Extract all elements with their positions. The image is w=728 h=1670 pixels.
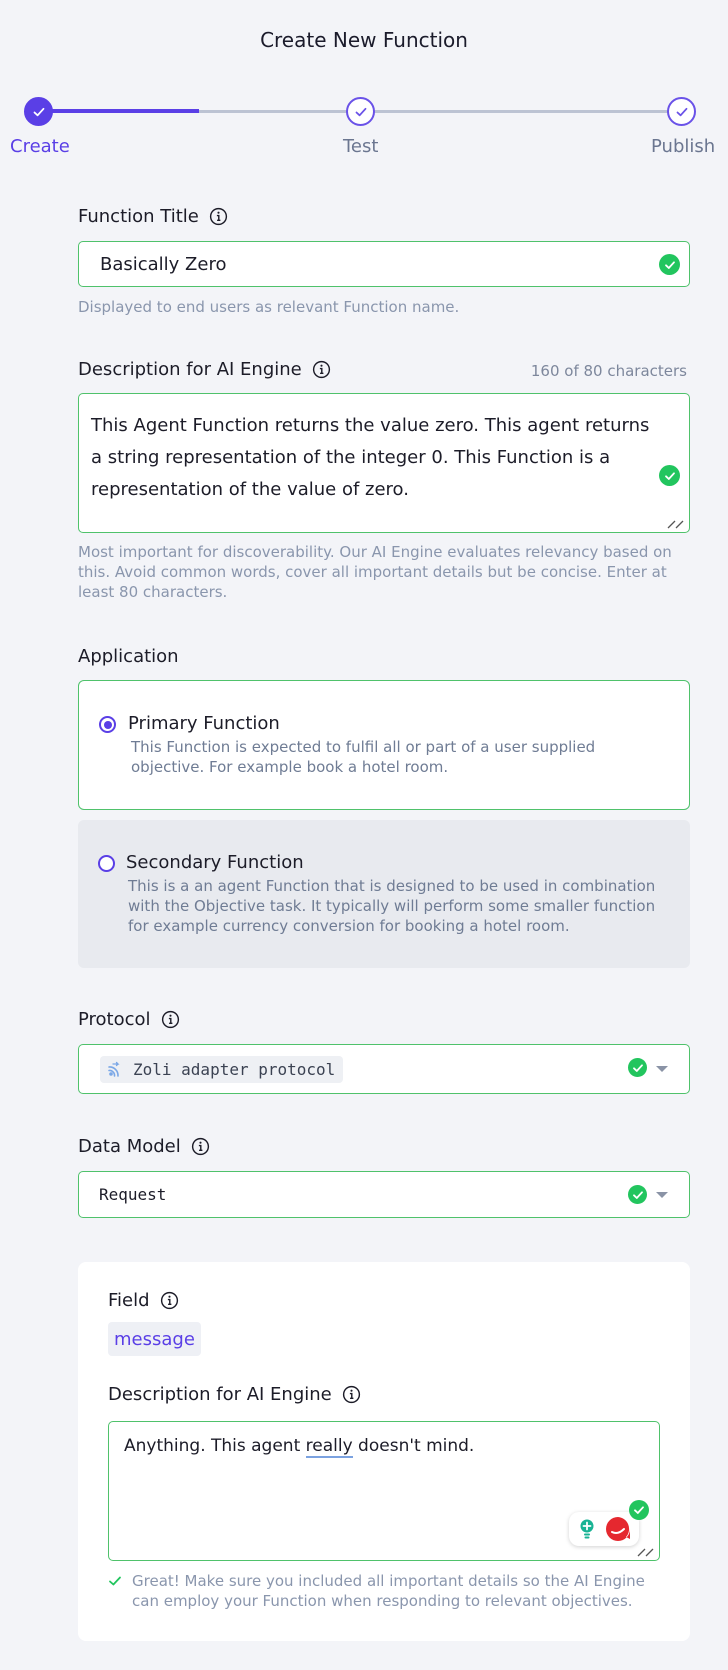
valid-check-icon [628,1058,647,1077]
secondary-function-option[interactable] [78,820,690,968]
description-hint: Most important for discoverability. Our AI Engine evaluates relevancy based on this. Avoid common words, cover all important details but be concise. Enter at least 80 characters. [78,543,672,601]
protocol-label [78,1009,180,1030]
field-label [108,1290,179,1311]
field-name-chip[interactable]: message [108,1322,201,1356]
primary-function-desc: This Function is expected to fulfil all or part of a user supplied objective. For example book a hotel room. [131,738,596,776]
primary-function-option[interactable] [78,680,690,810]
field-description-textarea[interactable] [108,1421,660,1561]
success-message [108,1571,648,1611]
lightbulb-icon[interactable] [577,1518,597,1540]
secondary-radio[interactable] [98,855,115,872]
page-title: Create New Function [260,28,468,52]
check-icon [354,105,368,119]
function-title-label-text: Function Title [78,206,199,227]
primary-radio[interactable] [99,716,116,733]
secondary-function-title: Secondary Function [126,852,304,873]
step-create-label[interactable]: Create [10,136,70,157]
application-label: Application [78,646,179,667]
function-title-value: Basically Zero [100,254,227,275]
data-model-label-text: Data Model [78,1136,181,1157]
character-counter: 160 of 80 characters [530,362,687,380]
data-model-value: Request [99,1185,167,1204]
chevron-down-icon[interactable] [656,1066,668,1072]
info-icon[interactable] [312,360,331,379]
spellcheck-word[interactable]: really [305,1436,353,1456]
data-model-label [78,1136,210,1157]
resize-handle-icon[interactable] [636,1547,656,1557]
description-value: This Agent Function returns the value zero. This agent returns a string representation of the integer 0. This Function is a representation of the value of zero. [91,415,650,500]
protocol-value: Zoli adapter protocol [133,1060,336,1079]
success-message-text: Great! Make sure you included all important details so the AI Engine can employ your Function when responding to relevant objectives. [132,1572,645,1610]
description-label-text: Description for AI Engine [78,359,302,380]
field-description-label [108,1384,361,1405]
function-title-input[interactable] [78,241,690,287]
grammar-assistant-icon[interactable] [603,1515,633,1543]
function-title-hint: Displayed to end users as relevant Function name. [78,298,460,316]
info-icon[interactable] [191,1137,210,1156]
info-icon[interactable] [209,207,228,226]
data-model-select[interactable] [78,1171,690,1218]
field-label-text: Field [108,1290,150,1311]
field-description-text-end: doesn't mind. [352,1436,475,1456]
field-description-value [124,1436,474,1456]
step-create-dot[interactable] [24,97,53,126]
protocol-chip [100,1056,343,1083]
step-test-dot[interactable] [346,97,375,126]
stepper-progress [38,109,199,113]
valid-check-icon [659,254,680,275]
protocol-label-text: Protocol [78,1009,151,1030]
primary-function-title: Primary Function [128,713,280,734]
secondary-function-desc: This is a an agent Function that is designed to be used in combination with the Objective task. It typically will perform some smaller function for example currency conversion for booking a hotel room. [128,877,656,935]
check-icon [108,1574,122,1588]
resize-handle-icon[interactable] [666,519,686,529]
step-publish-dot[interactable] [667,97,696,126]
field-description-text-start: Anything. This agent [124,1436,306,1456]
writing-assistant-widget[interactable] [569,1512,639,1546]
chevron-down-icon[interactable] [656,1192,668,1198]
valid-check-icon [629,1500,649,1520]
field-description-label-text: Description for AI Engine [108,1384,332,1405]
function-title-label [78,206,228,227]
protocol-select[interactable] [78,1044,690,1094]
step-test-label[interactable]: Test [343,136,379,157]
info-icon[interactable] [160,1291,179,1310]
description-textarea[interactable] [78,393,690,533]
info-icon[interactable] [342,1385,361,1404]
step-publish-label[interactable]: Publish [651,136,716,157]
check-icon [32,105,46,119]
info-icon[interactable] [161,1010,180,1029]
protocol-signal-icon [106,1061,124,1079]
description-label [78,359,331,380]
field-card [78,1262,690,1641]
valid-check-icon [628,1185,647,1204]
valid-check-icon [659,465,680,486]
check-icon [675,105,689,119]
